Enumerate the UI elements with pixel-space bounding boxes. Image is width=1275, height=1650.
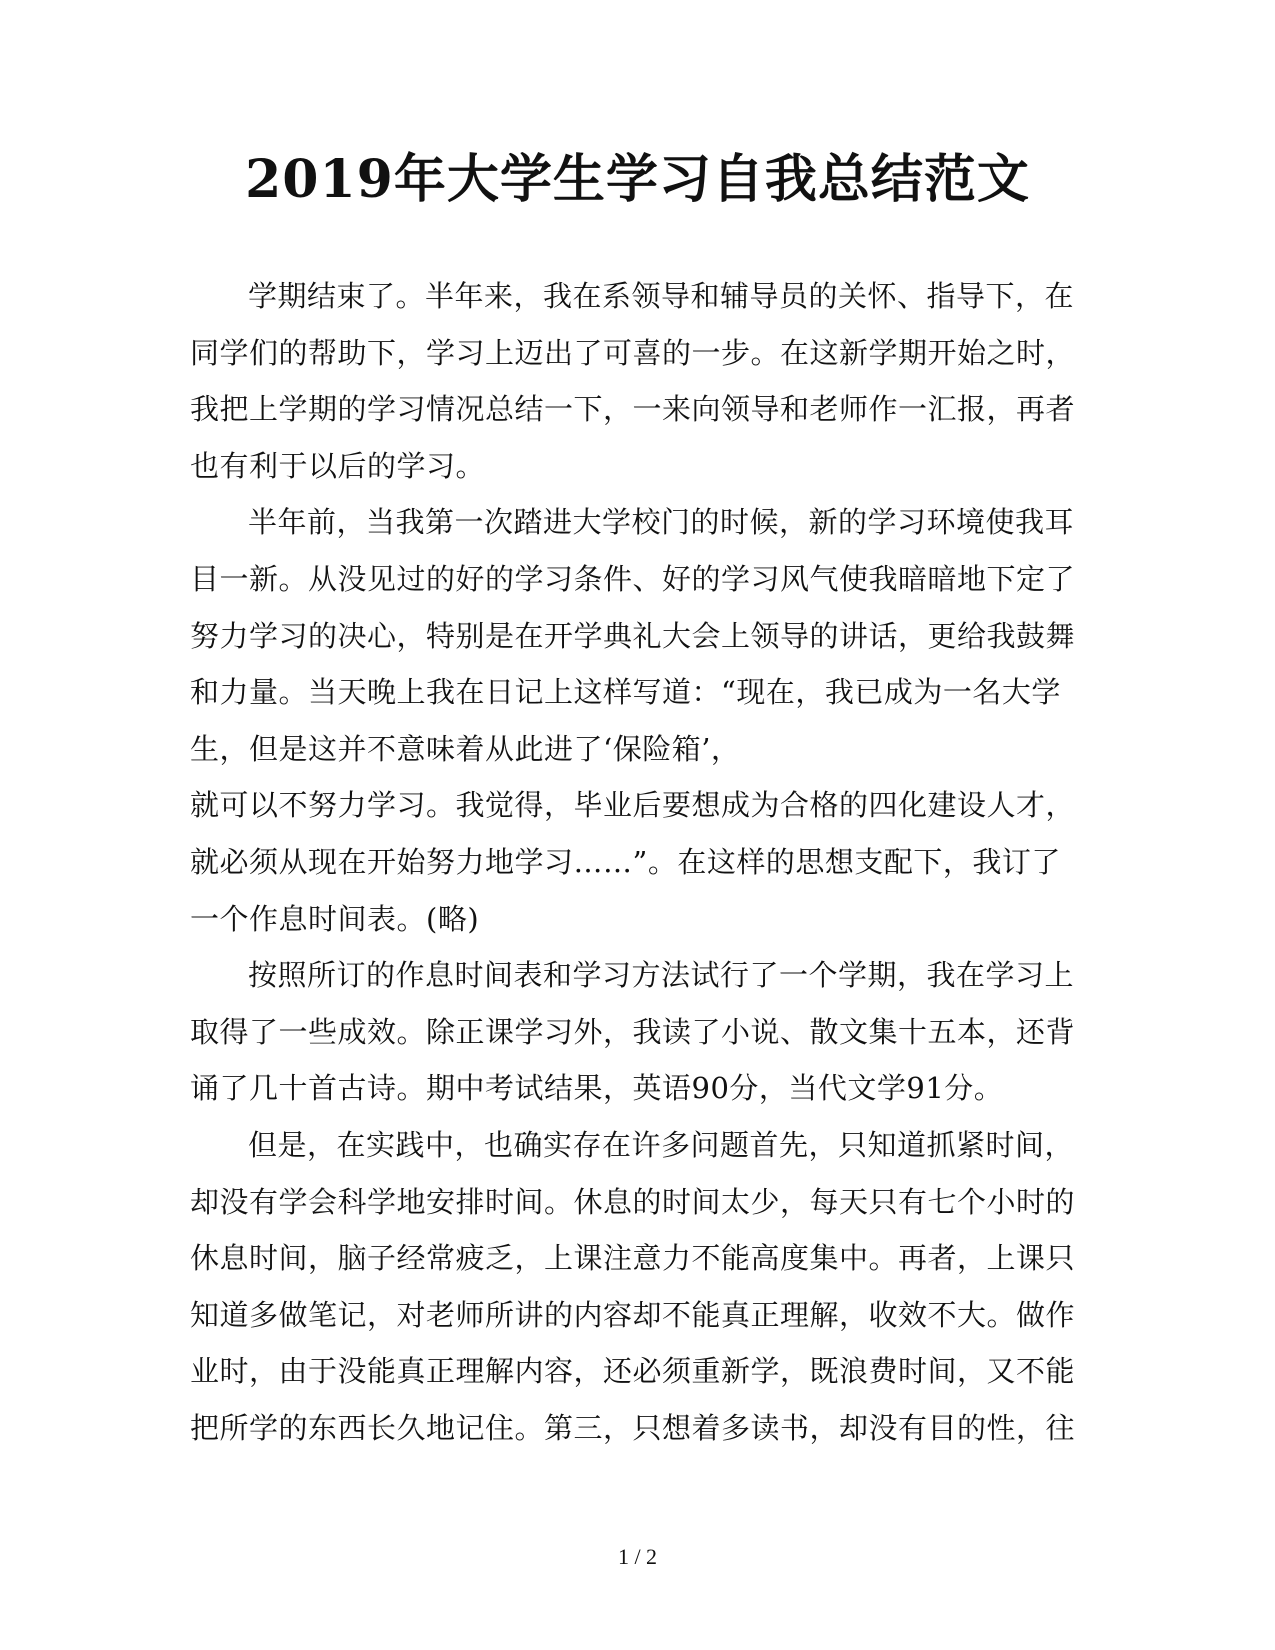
text-line: 却没有学会科学地安排时间。休息的时间太少，每天只有七个小时的: [190, 1184, 1076, 1219]
text-line: 和力量。当天晚上我在日记上这样写道：“现在，我已成为一名大学: [190, 675, 1061, 710]
text-line: 把所学的东西长久地记住。第三，只想着多读书，却没有目的性，往: [190, 1410, 1076, 1445]
text-line: 同学们的帮助下，学习上迈出了可喜的一步。在这新学期开始之时，: [190, 335, 1076, 370]
text-line: 按照所订的作息时间表和学习方法试行了一个学期，我在学习上: [248, 958, 1075, 993]
text-line: 努力学习的决心，特别是在开学典礼大会上领导的讲话，更给我鼓舞: [190, 618, 1076, 653]
text-line: 学期结束了。半年来，我在系领导和辅导员的关怀、指导下，在: [248, 279, 1075, 313]
text-line: 知道多做笔记，对老师所讲的内容却不能真正理解，收效不大。做作: [190, 1297, 1076, 1332]
text-line: 目一新。从没见过的好的学习条件、好的学习风气使我暗暗地下定了: [190, 561, 1076, 596]
document-title: 2019年大学生学习自我总结范文: [245, 149, 1030, 210]
text-line: 取得了一些成效。除正课学习外，我读了小说、散文集十五本，还背: [190, 1014, 1076, 1049]
paragraph-1: [190, 268, 1076, 494]
document-body: [190, 268, 1076, 1456]
paragraph-3: [190, 947, 1076, 1117]
text-line: 就可以不努力学习。我觉得，毕业后要想成为合格的四化建设人才，: [190, 788, 1076, 823]
text-line: 生，但是这并不意味着从此进了‘保险箱’，: [190, 731, 741, 766]
text-line: 我把上学期的学习情况总结一下，一来向领导和老师作一汇报，再者: [190, 392, 1076, 427]
text-line: 也有利于以后的学习。: [190, 448, 486, 483]
paragraph-4: [190, 1117, 1076, 1457]
paragraph-2: [190, 494, 1076, 947]
text-line: 诵了几十首古诗。期中考试结果，英语90分，当代文学91分。: [190, 1071, 1004, 1106]
page-number: 1 / 2: [617, 1544, 658, 1569]
text-line: 休息时间，脑子经常疲乏，上课注意力不能高度集中。再者，上课只: [190, 1241, 1076, 1276]
text-line: 业时，由于没能真正理解内容，还必须重新学，既浪费时间，又不能: [190, 1354, 1076, 1389]
text-line: 一个作息时间表。(略): [190, 901, 480, 936]
text-line: 就必须从现在开始努力地学习……”。在这样的思想支配下，我订了: [190, 844, 1061, 879]
text-line: 但是，在实践中，也确实存在许多问题首先，只知道抓紧时间，: [248, 1127, 1075, 1162]
text-line: 半年前，当我第一次踏进大学校门的时候，新的学习环境使我耳: [248, 505, 1075, 540]
